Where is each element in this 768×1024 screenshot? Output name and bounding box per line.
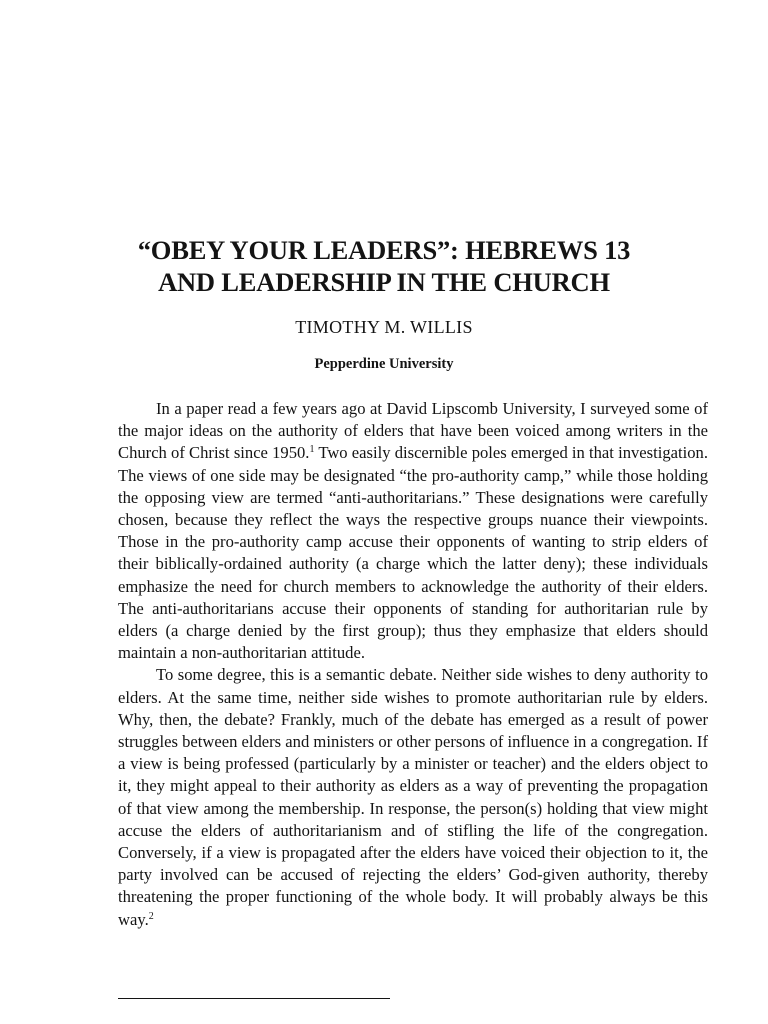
title-line-2: AND LEADERSHIP IN THE CHURCH — [158, 267, 610, 297]
author-name: TIMOTHY M. WILLIS — [295, 317, 473, 337]
author-affiliation: Pepperdine University — [314, 356, 454, 372]
footnote-separator-rule — [118, 998, 390, 999]
footnote-marker-1: 1 — [309, 444, 315, 456]
paragraph-1-text-b: Two easily discernible poles emerged in that investigation. The views of one side may be designated “the pro-authority camp,” while those holding the opposing view are termed “anti-authoritarians.” These designations were carefully chosen, because they reflect the ways the respective groups nuance their viewpoints. Those in the pro-authority camp accuse their opponents of wanting to strip elders of their biblically-ordained authority (a charge which the latter deny); these individuals emphasize the need for church members to acknowledge the authority of their elders. The anti-authoritarians accuse their opponents of standing for authoritarian rule by elders (a charge denied by the first group); thus they emphasize that elders should maintain a non-authoritarian attitude. — [118, 443, 708, 663]
paragraph-2-text-a: To some degree, this is a semantic debate. Neither side wishes to deny authority to elders. At the same time, neither side wishes to promote authoritarian rule by elders. Why, then, the debate? Frankly, much of the debate has emerged as a result of power struggles between elders and ministers or other persons of influence in a congregation. If a view is being professed (particularly by a minister or teacher) and the elders object to it, they might appeal to their authority as elders as a way of preventing the propagation of that view among the membership. In response, the person(s) holding that view might accuse the elders of authoritarianism and of stifling the life of the congregation. Conversely, if a view is propagated after the elders have voiced their objection to it, the party involved can be accused of rejecting the elders’ God-given authority, thereby threatening the proper functioning of the whole body. It will probably always be this way. — [118, 665, 708, 929]
article-title — [100, 234, 668, 298]
paragraph-1-text-a: In a paper read a few years ago at David Lipscomb University, I surveyed some of the major ideas on the authority of elders that have been voiced among writers in the Church of Christ since 1950. — [118, 399, 708, 463]
paragraph-1 — [118, 398, 708, 664]
article-body — [118, 398, 708, 931]
paragraph-2 — [118, 664, 708, 930]
footnote-marker-2: 2 — [148, 910, 154, 922]
title-line-1: “OBEY YOUR LEADERS”: HEBREWS 13 — [137, 235, 631, 265]
